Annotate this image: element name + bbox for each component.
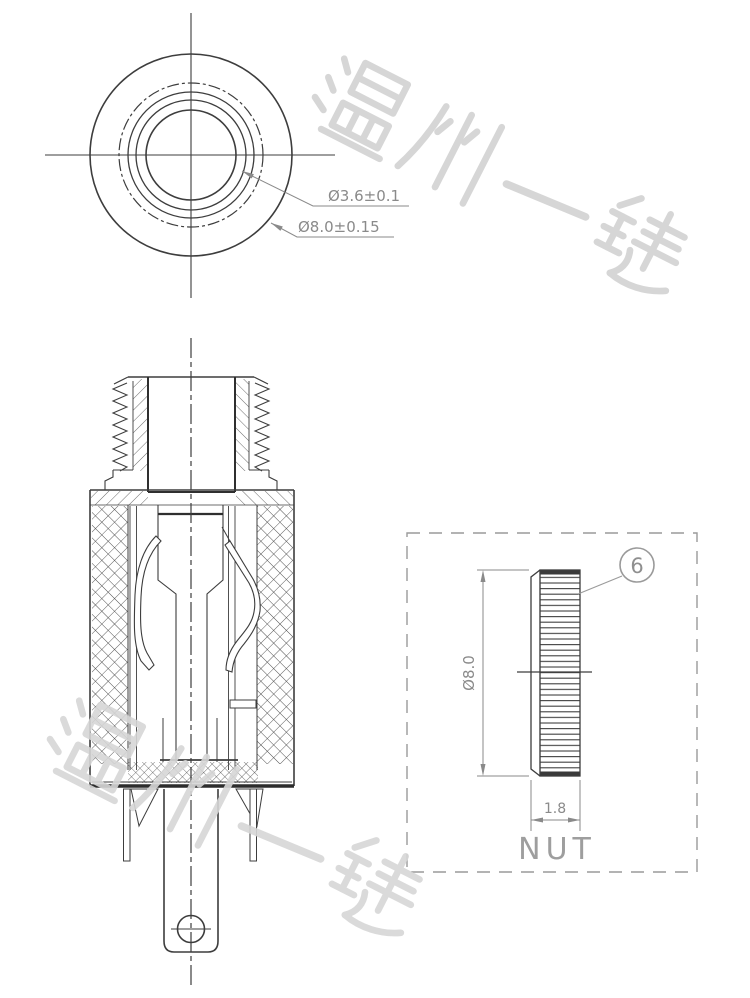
dim-thickness-text: 1.8 — [543, 801, 567, 817]
balloon-number: 6 — [630, 554, 644, 578]
dim-diameter — [460, 570, 529, 776]
nut-detail — [407, 533, 697, 872]
dim-outer-text: Ø8.0±0.15 — [298, 218, 380, 236]
internal-contacts — [130, 505, 260, 770]
top-view — [45, 13, 409, 298]
body-shell — [90, 490, 294, 786]
nut-label: NUT — [518, 832, 596, 867]
knurled-nut — [517, 570, 592, 776]
contact-hook-right — [230, 700, 256, 708]
dim-thickness — [531, 780, 580, 831]
thread-zigzag-left — [113, 383, 127, 471]
watermark-top-right — [303, 46, 699, 304]
spring-contact-left — [134, 536, 161, 670]
section-view — [90, 338, 294, 988]
terminals — [124, 789, 264, 952]
terminal-pin-right — [250, 789, 257, 861]
balloon-leader — [578, 576, 622, 594]
dim-diameter-text: Ø8.0 — [460, 655, 478, 691]
thread-zigzag-right — [255, 383, 269, 471]
dim-inner-text: Ø3.6±0.1 — [328, 187, 401, 205]
terminal-pin-left — [124, 789, 131, 861]
balloon-callout — [578, 548, 654, 594]
spring-contact-right — [225, 541, 260, 672]
